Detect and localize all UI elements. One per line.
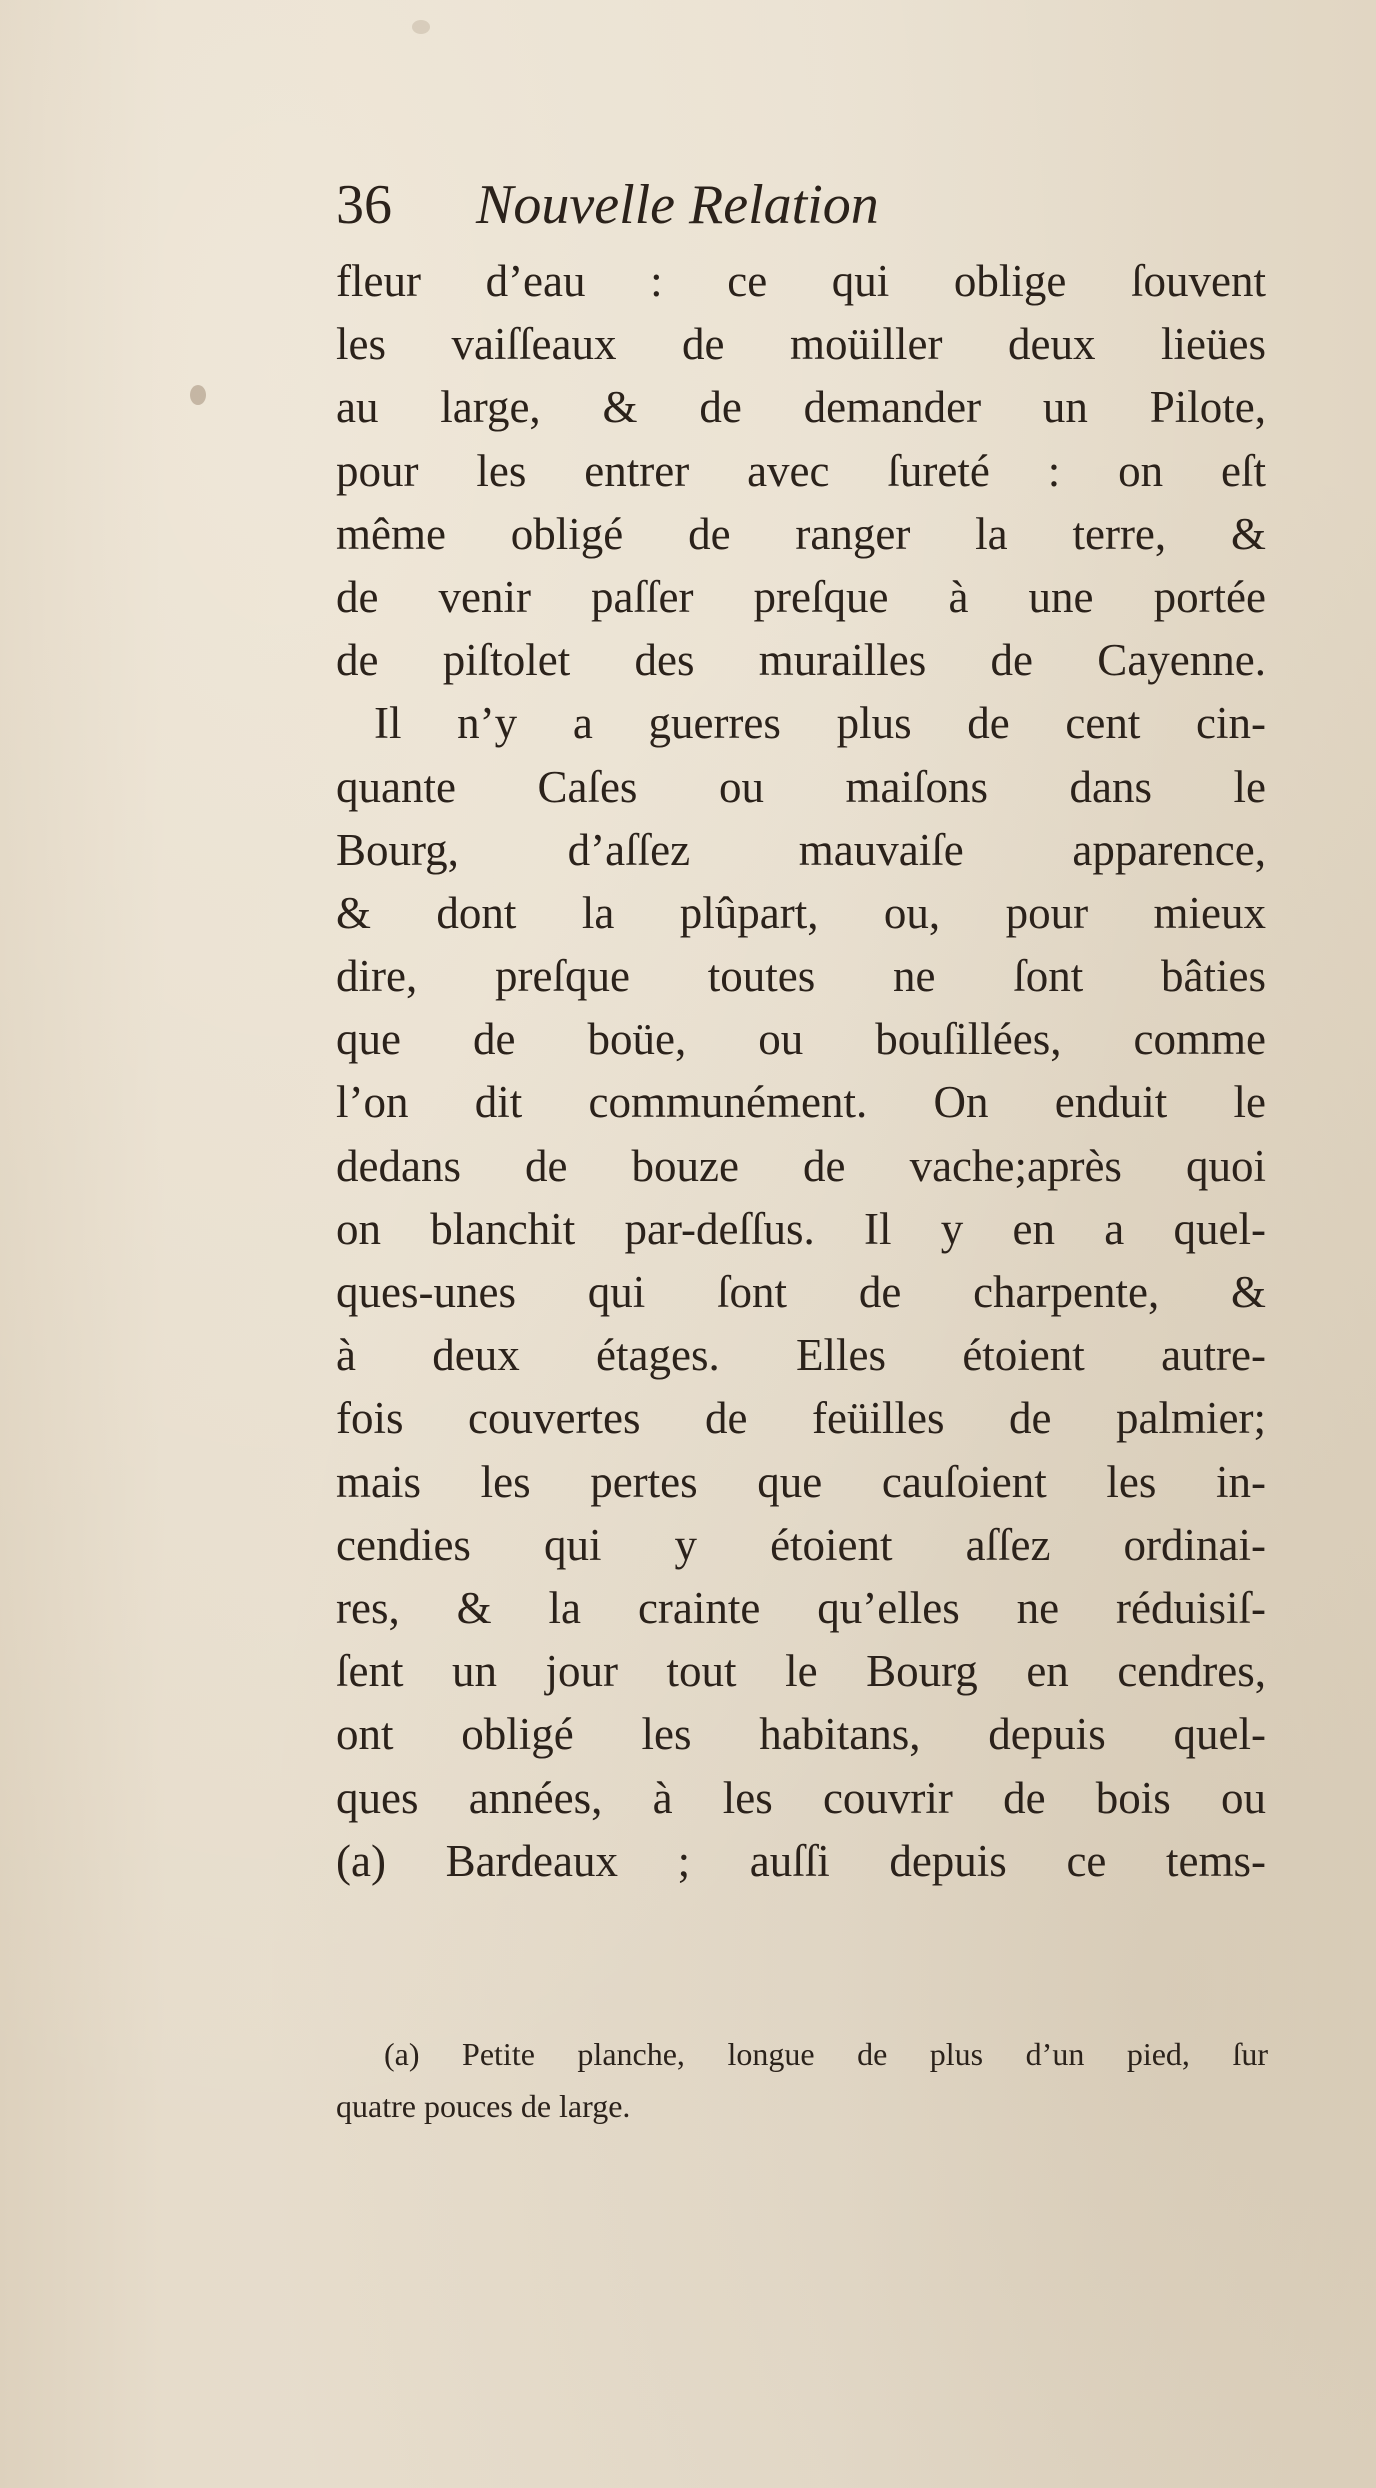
text-line: ques-unes qui ſont de charpente, & (336, 1267, 1266, 1317)
body-text (336, 250, 1266, 1893)
text-line: quante Caſes ou maiſons dans le (336, 761, 1266, 812)
text-line: ont obligé les habitans, depuis quel- (336, 1709, 1266, 1760)
text-line: à deux étages. Elles étoient autre- (336, 1330, 1266, 1381)
ink-spot (190, 385, 206, 405)
text-line: on blanchit par-deſſus. Il y en a quel- (336, 1203, 1266, 1254)
text-line: ques années, à les couvrir de bois ou (336, 1772, 1266, 1823)
text-line: (a) Bardeaux ; auſſi depuis ce tems- (336, 1835, 1266, 1886)
page-number: 36 (336, 174, 392, 236)
footnote-line: quatre pouces de large. (336, 2088, 631, 2124)
text-line: dire, preſque toutes ne ſont bâties (336, 951, 1266, 1002)
text-line: même obligé de ranger la terre, & (336, 508, 1266, 559)
footnote-line: (a) Petite planche, longue de plus d’un pied, ſur (384, 2036, 1268, 2072)
text-line: que de boüe, ou bouſillées, comme (336, 1014, 1266, 1065)
text-line: au large, & de demander un Pilote, (336, 382, 1266, 433)
text-line: Il n’y a guerres plus de cent cin- (374, 698, 1266, 749)
text-line: ſent un jour tout le Bourg en cendres, (336, 1646, 1266, 1697)
text-line: cendies qui y étoient aſſez ordinai- (336, 1519, 1266, 1570)
text-line: res, & la crainte qu’elles ne réduisiſ- (336, 1582, 1266, 1633)
text-line: fois couvertes de feüilles de palmier; (336, 1393, 1266, 1444)
text-line: de venir paſſer preſque à une portée (336, 571, 1266, 622)
footnote (336, 2028, 1268, 2132)
ink-spot (412, 20, 430, 34)
text-line: fleur d’eau : ce qui oblige ſouvent (336, 256, 1266, 306)
text-line: de piſtolet des murailles de Cayenne. (336, 635, 1266, 686)
running-head: Nouvelle Relation (476, 174, 879, 236)
page-header (336, 160, 1096, 250)
text-line: & dont la plûpart, ou, pour mieux (336, 887, 1266, 938)
text-line: dedans de bouze de vache;après quoi (336, 1140, 1266, 1191)
text-line: l’on dit communément. On enduit le (336, 1077, 1266, 1128)
text-line: Bourg, d’aſſez mauvaiſe apparence, (336, 824, 1266, 875)
text-line: mais les pertes que cauſoient les in- (336, 1456, 1266, 1507)
text-line: les vaiſſeaux de moüiller deux lieües (336, 319, 1266, 370)
text-line: pour les entrer avec ſureté : on eſt (336, 445, 1266, 496)
